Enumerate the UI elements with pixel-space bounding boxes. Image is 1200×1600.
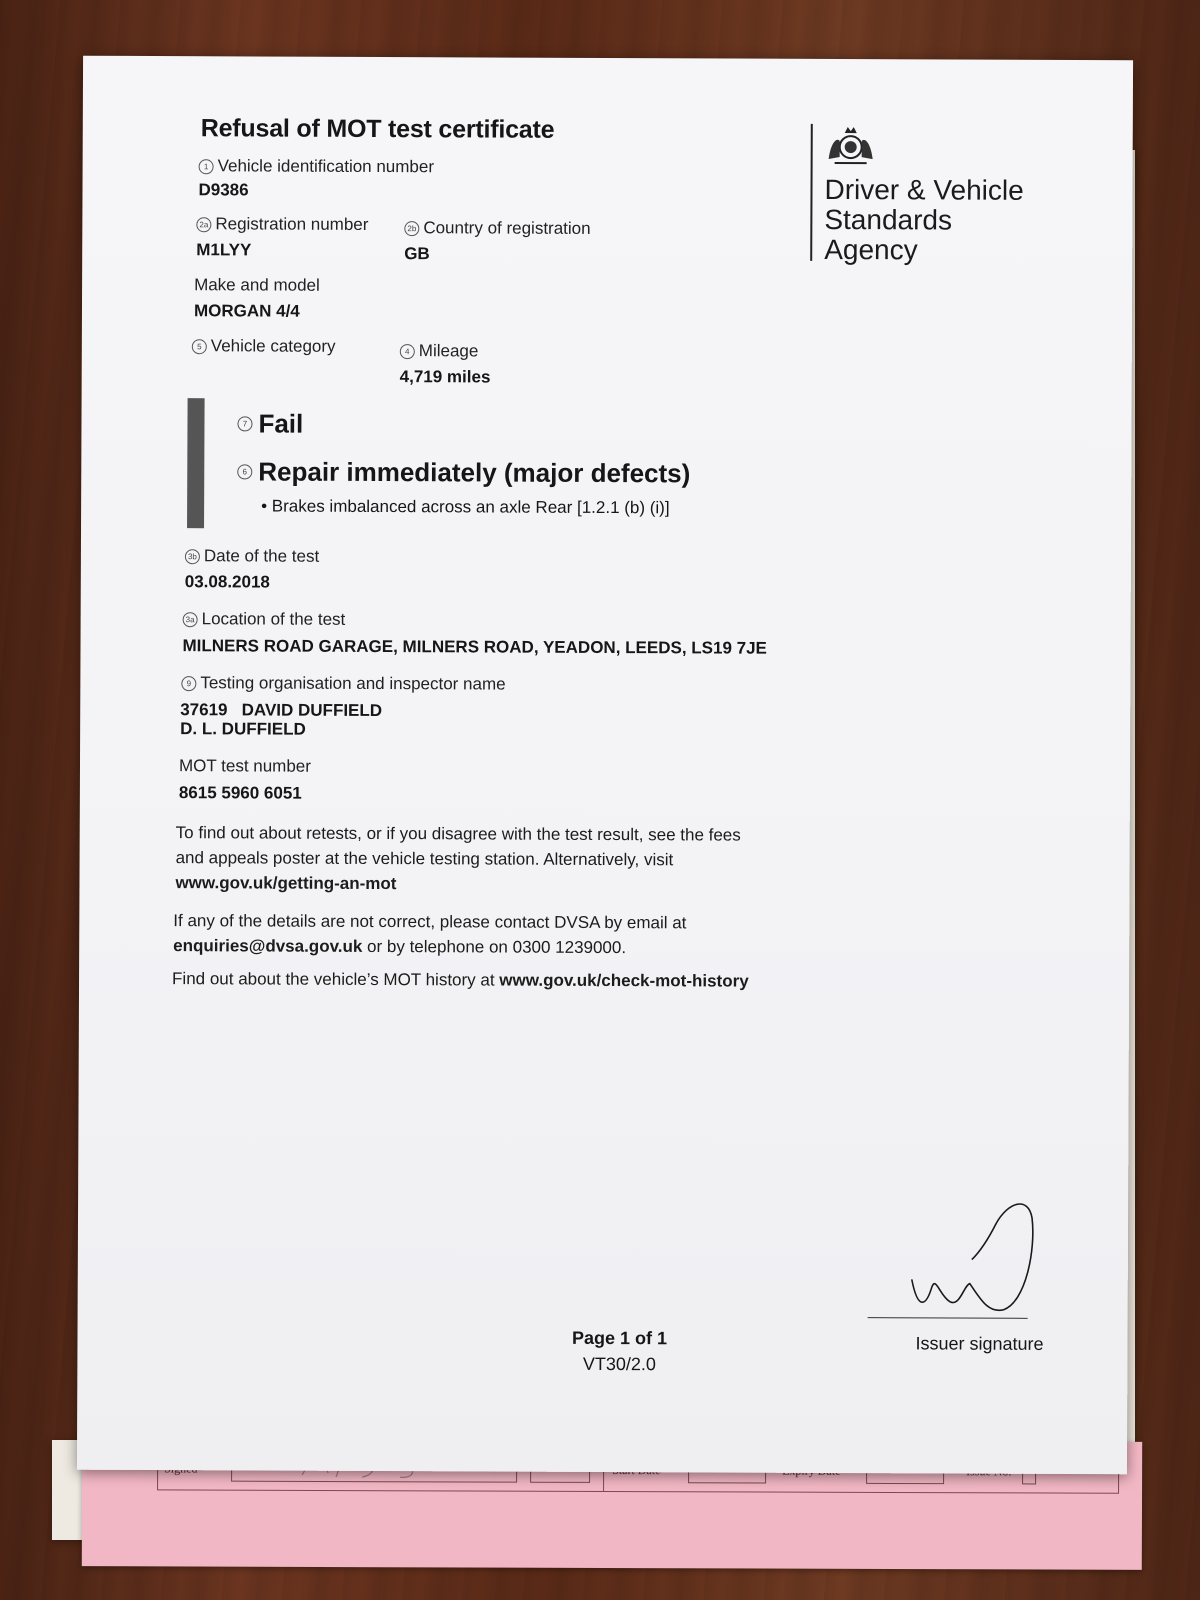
organisation-inspector: 37619 DAVID DUFFIELD xyxy=(180,700,383,721)
mileage-value: 4,719 miles xyxy=(399,367,491,387)
registration-number-marker: 2a xyxy=(196,217,211,232)
contact-paragraph xyxy=(173,908,686,960)
fail-number-marker: 7 xyxy=(237,416,252,431)
country-value: GB xyxy=(404,244,430,264)
country-label-text: Country of registration xyxy=(423,218,591,238)
location-label-text: Location of the test xyxy=(201,609,346,629)
test-number-value: 8615 5960 6051 xyxy=(178,783,302,803)
form-code: VT30/2.0 xyxy=(582,1353,656,1375)
contact-email-link[interactable]: enquiries@dvsa.gov.uk xyxy=(173,936,363,956)
page-number: Page 1 of 1 xyxy=(571,1327,668,1349)
vin-number-marker: 1 xyxy=(199,159,214,174)
make-model-value: MORGAN 4/4 xyxy=(193,301,300,321)
history-text: Find out about the vehicle’s MOT history at xyxy=(172,969,500,990)
repair-number-marker: 6 xyxy=(237,464,252,479)
fail-indicator-bar xyxy=(187,398,205,528)
mot-certificate xyxy=(77,56,1133,1475)
vin-label xyxy=(199,156,435,177)
bullet-icon: • xyxy=(261,496,272,516)
contact-phone-text: or by telephone on 0300 1239000. xyxy=(362,936,627,958)
location-value: MILNERS ROAD GARAGE, MILNERS ROAD, YEADON, LEEDS, LS19 7JE xyxy=(182,636,767,658)
retests-paragraph xyxy=(175,820,740,897)
mileage-label-text: Mileage xyxy=(418,341,479,361)
category-label xyxy=(192,336,336,357)
test-date-number-marker: 3b xyxy=(185,549,200,564)
registration-label-text: Registration number xyxy=(215,214,369,234)
mileage-number-marker: 4 xyxy=(400,344,415,359)
test-date-value: 03.08.2018 xyxy=(184,572,270,592)
mileage-label xyxy=(400,341,479,361)
repair-label: Repair immediately (major defects) xyxy=(258,456,691,489)
category-number-marker: 5 xyxy=(192,339,207,354)
fail-label: Fail xyxy=(258,408,304,439)
location-number-marker: 3a xyxy=(183,612,198,627)
test-date-label xyxy=(185,546,319,567)
retests-line-1: To find out about retests, or if you disagree with the test result, see the fees xyxy=(175,823,741,845)
retests-line-2: and appeals poster at the vehicle testing station. Alternatively, visit xyxy=(175,848,674,870)
make-model-label: Make and model xyxy=(194,275,320,295)
contact-line-1: If any of the details are not correct, please contact DVSA by email at xyxy=(173,911,687,933)
issuer-signature-label: Issuer signature xyxy=(915,1333,1044,1354)
vin-value: D9386 xyxy=(198,180,249,200)
country-number-marker: 2b xyxy=(404,221,419,236)
document-title: Refusal of MOT test certificate xyxy=(200,114,555,144)
repair-heading xyxy=(237,456,690,489)
agency-line-3: Agency xyxy=(824,233,918,266)
check-mot-history-link[interactable]: www.gov.uk/check-mot-history xyxy=(499,970,749,991)
issuer-signature-scribble xyxy=(904,1189,1045,1320)
test-number-label: MOT test number xyxy=(178,756,311,776)
organisation-number-marker: 9 xyxy=(181,676,196,691)
inspector-name: D. L. DUFFIELD xyxy=(180,719,306,739)
logo-rule xyxy=(810,124,813,261)
registration-label xyxy=(196,214,368,235)
agency-name xyxy=(824,175,1024,266)
test-date-label-text: Date of the test xyxy=(203,546,320,566)
country-label xyxy=(404,218,590,239)
registration-value: M1LYY xyxy=(196,240,252,260)
category-label-text: Vehicle category xyxy=(210,336,336,356)
vin-label-text: Vehicle identification number xyxy=(217,156,435,177)
getting-an-mot-link[interactable]: www.gov.uk/getting-an-mot xyxy=(175,873,397,894)
history-paragraph xyxy=(172,966,749,994)
royal-crest-icon xyxy=(825,123,877,167)
defect-text: Brakes imbalanced across an axle Rear [1.2.1 (b) (i)] xyxy=(271,496,670,518)
fail-heading xyxy=(237,408,303,439)
agency-line-1: Driver & Vehicle xyxy=(824,173,1024,206)
organisation-label xyxy=(181,673,505,694)
agency-line-2: Standards xyxy=(824,203,953,236)
defect-item xyxy=(261,496,670,518)
location-label xyxy=(183,609,346,630)
organisation-label-text: Testing organisation and inspector name xyxy=(200,673,506,694)
